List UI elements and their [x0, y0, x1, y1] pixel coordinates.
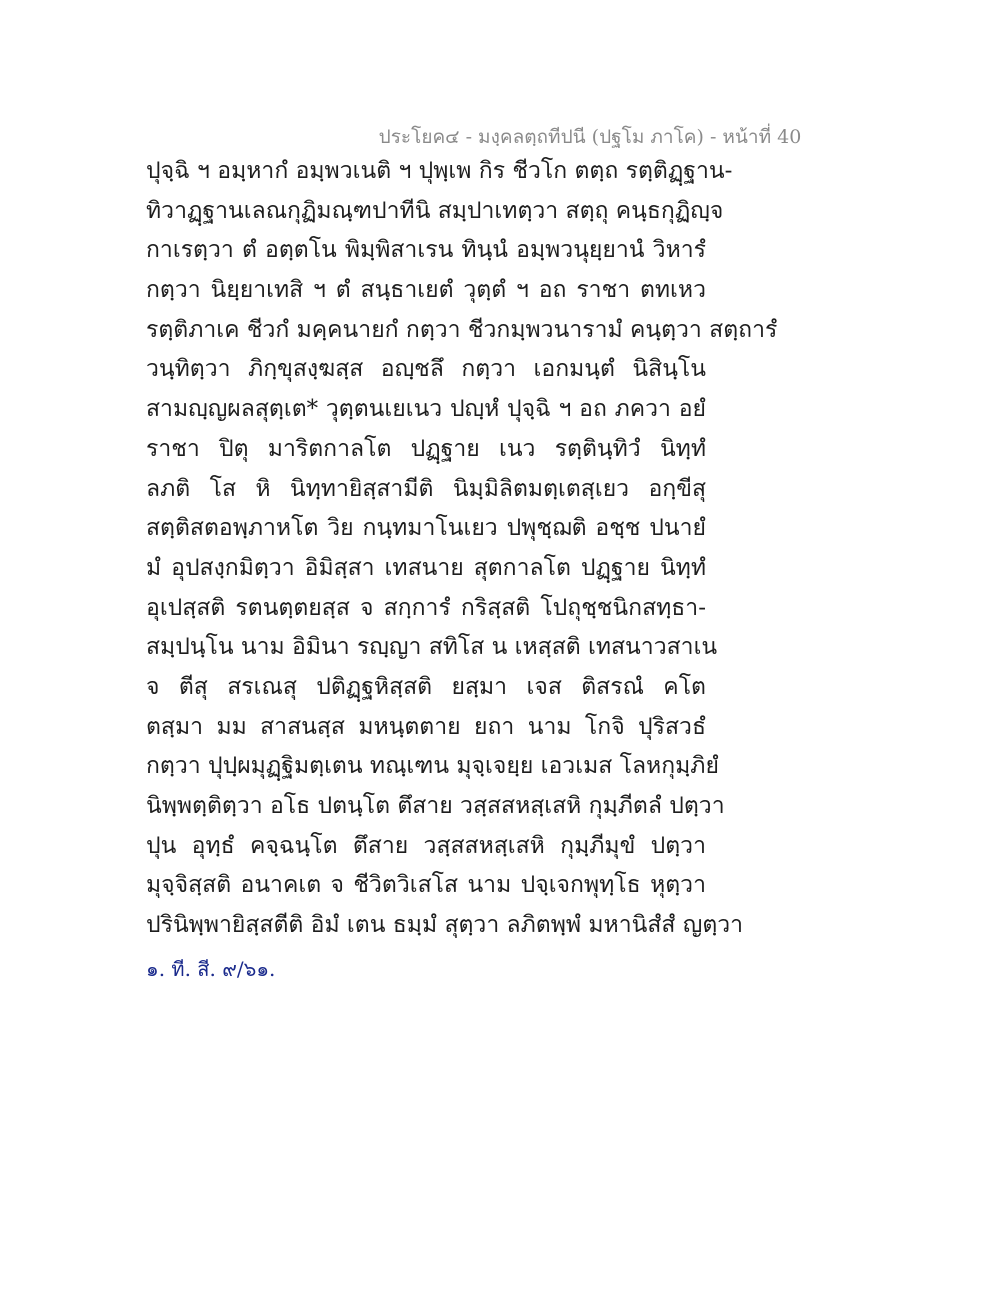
- text-line: กตฺวา ปุปฺผมุฏฺฐิมตฺเตน ทณฺเฑน มุจฺเจยฺย เอวเมส โลหกุมฺภิยํ: [146, 753, 719, 780]
- body-text: [146, 152, 778, 946]
- text-line: สมฺปนฺโน นาม อิมินา รญฺญา สทิโส น เหสฺสติ เทสนาวสาเน: [146, 634, 718, 661]
- text-line: ปุจฺฉิ ฯ อมฺหากํ อมฺพวเนติ ฯ ปุพฺเพ กิร ชีวโก ตตฺถ รตฺติฏฺฐาน-: [146, 158, 733, 184]
- text-line: ราชา ปิตุ มาริตกาลโต ปฏฺฐาย เนว รตฺตินฺทิวํ นิทฺทํ: [146, 435, 706, 462]
- text-line: สตฺติสตอพฺภาหโต วิย กนฺทมาโนเยว ปพุชฺฌติ อชฺช ปนายํ: [146, 515, 706, 542]
- text-line: ปรินิพฺพายิสฺสตีติ อิมํ เตน ธมฺมํ สุตฺวา ลภิตพฺพํ มหานิสํสํ ญตฺวา: [146, 912, 744, 939]
- text-line: กตฺวา นิยฺยาเทสิ ฯ ตํ สนฺธาเยตํ วุตฺตํ ฯ อถ ราชา ตทเหว: [146, 277, 706, 304]
- text-line: วนฺทิตฺวา ภิกฺขุสงฺฆสฺส อญฺชลึ กตฺวา เอกมนฺตํ นิสินฺโน: [146, 356, 706, 383]
- text-line: อุเปสฺสติ รตนตฺตยสฺส จ สกฺการํ กริสฺสติ โปถุชฺชนิกสทฺธา-: [146, 594, 706, 621]
- footnote: ๑. ที. สี. ๙/๖๑.: [146, 957, 276, 981]
- running-header-text: ประโยค๔ - มงฺคลตฺถทีปนี (ปฐโม ภาโค) - หน้าที่ 40: [378, 126, 802, 148]
- text-line: กาเรตฺวา ตํ อตฺตโน พิมฺพิสาเรน ทินฺนํ อมฺพวนุยฺยานํ วิหารํ: [146, 237, 706, 264]
- text-line: นิพฺพตฺติตฺวา อโธ ปตนฺโต ตึสาย วสฺสสหสฺเสหิ กุมฺภีตลํ ปตฺวา: [146, 793, 725, 819]
- text-line: ตสฺมา มม สาสนสฺส มหนฺตตาย ยถา นาม โกจิ ปุริสวธํ: [146, 713, 706, 740]
- text-line: ลภติ โส หิ นิทฺทายิสฺสามีติ นิมฺมิลิตมตฺเตสฺเยว อกฺขีสุ: [146, 475, 706, 502]
- text-line: จ ตีสุ สรเณสุ ปติฏฺฐหิสฺสติ ยสฺมา เจส ติสรณํ คโต: [146, 673, 706, 700]
- text-line: สามญฺญผลสุตฺเต* วุตฺตนเยเนว ปญฺหํ ปุจฺฉิ ฯ อถ ภควา อยํ: [146, 396, 706, 423]
- text-line: รตฺติภาเค ชีวกํ มคฺคนายกํ กตฺวา ชีวกมฺพวนารามํ คนฺตฺวา สตฺถารํ: [146, 316, 778, 343]
- text-line: มุจฺจิสฺสติ อนาคเต จ ชีวิตวิเสโส นาม ปจฺเจกพุทฺโธ หุตฺวา: [146, 872, 706, 899]
- text-line: ปุน อุทฺธํ คจฺฉนฺโต ตึสาย วสฺสสหสฺเสหิ กุมฺภีมุขํ ปตฺวา: [146, 832, 706, 859]
- text-line: ทิวาฏฺฐานเลณกุฏิมณฺฑปาทีนิ สมฺปาเทตฺวา สตฺถุ คนฺธกุฏิญฺจ: [146, 197, 724, 224]
- text-line: มํ อุปสงฺกมิตฺวา อิมิสฺสา เทสนาย สุตกาลโต ปฏฺฐาย นิทฺทํ: [146, 554, 706, 581]
- running-header: [0, 122, 1000, 152]
